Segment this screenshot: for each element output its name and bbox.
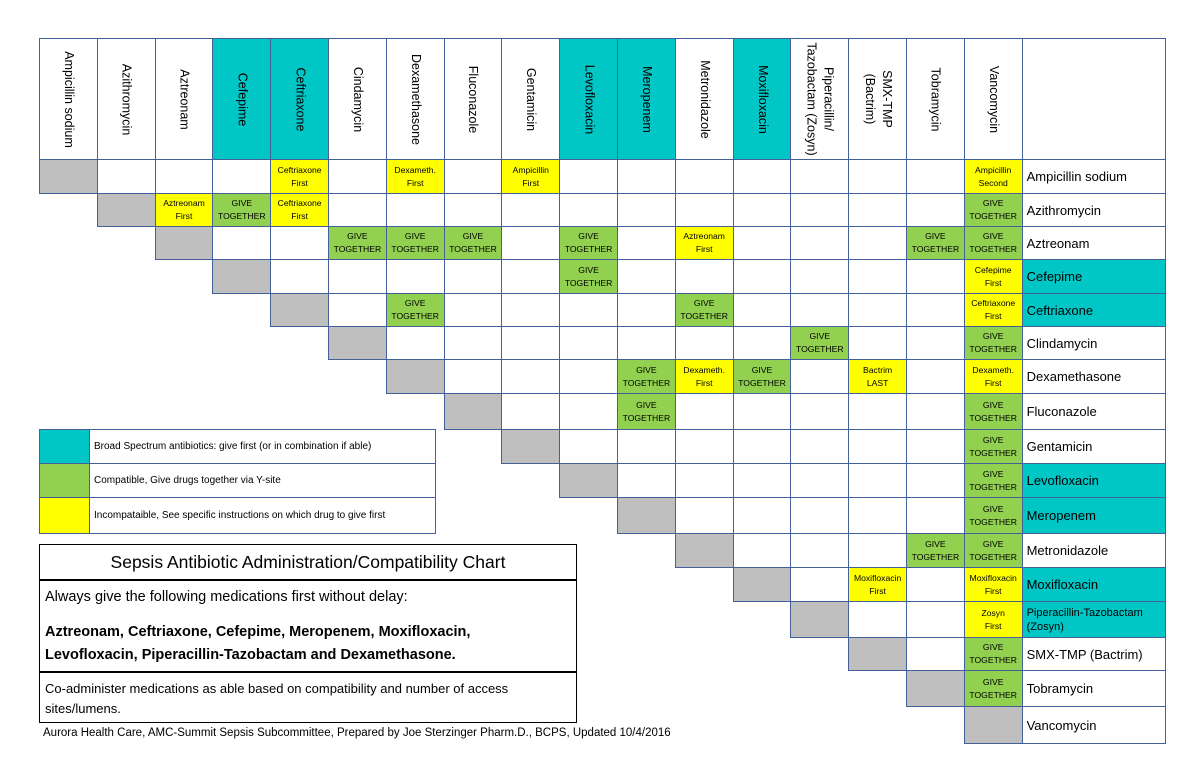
empty-cell bbox=[501, 326, 560, 360]
empty-cell bbox=[444, 159, 503, 194]
empty-cell bbox=[617, 463, 676, 498]
empty-cell bbox=[848, 533, 907, 568]
give-together-cell: GIVE TOGETHER bbox=[964, 637, 1023, 671]
empty-cell bbox=[906, 429, 965, 464]
empty-cell bbox=[328, 159, 387, 194]
column-header-label: Fluconazole bbox=[466, 65, 481, 133]
empty-cell bbox=[617, 259, 676, 294]
empty-cell bbox=[444, 259, 503, 294]
give-together-cell: GIVE TOGETHER bbox=[964, 533, 1023, 568]
give-together-cell: GIVE TOGETHER bbox=[964, 463, 1023, 498]
give-together-cell: GIVE TOGETHER bbox=[617, 359, 676, 394]
empty-cell bbox=[790, 463, 849, 498]
row-header-gentamicin: Gentamicin bbox=[1022, 429, 1166, 464]
legend-text-green: Compatible, Give drugs together via Y-site bbox=[89, 463, 436, 498]
row-header-meropenem: Meropenem bbox=[1022, 497, 1166, 534]
column-header-vancomycin bbox=[964, 38, 1023, 160]
empty-cell bbox=[617, 193, 676, 227]
diagonal-cell bbox=[559, 463, 618, 498]
empty-cell bbox=[675, 326, 734, 360]
empty-cell bbox=[790, 259, 849, 294]
column-header-label: Cefepime bbox=[235, 72, 250, 126]
empty-cell bbox=[386, 259, 445, 294]
empty-cell bbox=[559, 326, 618, 360]
empty-cell bbox=[733, 293, 792, 327]
row-header-ampicillin-sodium: Ampicillin sodium bbox=[1022, 159, 1166, 194]
empty-cell bbox=[733, 226, 792, 260]
row-header-fluconazole: Fluconazole bbox=[1022, 393, 1166, 430]
empty-cell bbox=[675, 497, 734, 534]
give-together-cell: GIVE TOGETHER bbox=[444, 226, 503, 260]
empty-cell bbox=[790, 226, 849, 260]
diagonal-cell bbox=[39, 159, 98, 194]
row-header-metronidazole: Metronidazole bbox=[1022, 533, 1166, 568]
empty-cell bbox=[559, 293, 618, 327]
give-together-cell: GIVE TOGETHER bbox=[964, 429, 1023, 464]
empty-cell bbox=[733, 393, 792, 430]
empty-cell bbox=[270, 226, 329, 260]
empty-cell bbox=[675, 393, 734, 430]
diagonal-cell bbox=[97, 193, 156, 227]
coadminister-text: Co-administer medications as able based on compatibility and number of access sites/lumens. bbox=[45, 681, 509, 716]
diagonal-cell bbox=[790, 601, 849, 638]
empty-cell bbox=[675, 429, 734, 464]
give-together-cell: GIVE TOGETHER bbox=[386, 293, 445, 327]
empty-cell bbox=[848, 497, 907, 534]
column-header-label: Cindamycin bbox=[350, 66, 365, 132]
legend-text-yellow: Incompataible, See specific instructions on which drug to give first bbox=[89, 497, 436, 534]
empty-cell bbox=[617, 159, 676, 194]
give-first-cell: Ampicillin First bbox=[501, 159, 560, 194]
row-header-dexamethasone: Dexamethasone bbox=[1022, 359, 1166, 394]
empty-cell bbox=[906, 463, 965, 498]
give-together-cell: GIVE TOGETHER bbox=[559, 259, 618, 294]
empty-cell bbox=[733, 259, 792, 294]
column-header-smx-tmp-bactrim bbox=[848, 38, 907, 160]
first-medications-list: Aztreonam, Ceftriaxone, Cefepime, Meropenem, Moxifloxacin, Levofloxacin, Piperacillin-Tazobactam and Dexamethasone. bbox=[45, 624, 471, 663]
column-header-label: SMX-TMP (Bactrim) bbox=[862, 70, 894, 128]
give-together-cell: GIVE TOGETHER bbox=[964, 393, 1023, 430]
row-header-smx-tmp-bactrim: SMX-TMP (Bactrim) bbox=[1022, 637, 1166, 671]
empty-cell bbox=[848, 259, 907, 294]
empty-cell bbox=[617, 326, 676, 360]
row-header-ceftriaxone: Ceftriaxone bbox=[1022, 293, 1166, 327]
empty-cell bbox=[733, 497, 792, 534]
column-header-cindamycin bbox=[328, 38, 387, 160]
empty-cell bbox=[906, 637, 965, 671]
column-header-cefepime bbox=[212, 38, 271, 160]
give-together-cell: GIVE TOGETHER bbox=[964, 670, 1023, 707]
give-first-cell: Ampicillin Second bbox=[964, 159, 1023, 194]
empty-cell bbox=[906, 393, 965, 430]
empty-cell bbox=[328, 259, 387, 294]
row-header-azithromycin: Azithromycin bbox=[1022, 193, 1166, 227]
diagonal-cell bbox=[386, 359, 445, 394]
empty-cell bbox=[790, 429, 849, 464]
empty-cell bbox=[97, 159, 156, 194]
column-header-label: Tobramycin bbox=[928, 67, 943, 131]
empty-cell bbox=[617, 429, 676, 464]
empty-cell bbox=[906, 601, 965, 638]
empty-cell bbox=[848, 393, 907, 430]
empty-cell bbox=[733, 326, 792, 360]
give-first-cell: Dexameth. First bbox=[386, 159, 445, 194]
empty-cell bbox=[790, 393, 849, 430]
empty-cell bbox=[270, 259, 329, 294]
chart-title: Sepsis Antibiotic Administration/Compatibility Chart bbox=[39, 544, 577, 580]
empty-cell bbox=[790, 293, 849, 327]
empty-cell bbox=[848, 601, 907, 638]
diagonal-cell bbox=[501, 429, 560, 464]
column-header-label: Piperacillin/ Tazobactam (Zosyn) bbox=[804, 42, 836, 156]
legend-swatch-yellow bbox=[39, 497, 90, 534]
divider bbox=[40, 671, 576, 673]
empty-cell bbox=[675, 463, 734, 498]
row-header-clindamycin: Clindamycin bbox=[1022, 326, 1166, 360]
give-together-cell: GIVE TOGETHER bbox=[964, 193, 1023, 227]
empty-cell bbox=[559, 429, 618, 464]
row-header-aztreonam: Aztreonam bbox=[1022, 226, 1166, 260]
empty-cell bbox=[906, 359, 965, 394]
empty-cell bbox=[386, 326, 445, 360]
empty-cell bbox=[617, 293, 676, 327]
column-header-ceftriaxone bbox=[270, 38, 329, 160]
diagonal-cell bbox=[212, 259, 271, 294]
give-first-cell: Ceftriaxone First bbox=[964, 293, 1023, 327]
empty-cell bbox=[790, 159, 849, 194]
empty-cell bbox=[906, 326, 965, 360]
empty-cell bbox=[617, 226, 676, 260]
empty-cell bbox=[848, 226, 907, 260]
empty-cell bbox=[675, 193, 734, 227]
give-together-cell: GIVE TOGETHER bbox=[906, 226, 965, 260]
row-header-tobramycin: Tobramycin bbox=[1022, 670, 1166, 707]
empty-cell bbox=[501, 226, 560, 260]
empty-cell bbox=[733, 193, 792, 227]
give-together-cell: GIVE TOGETHER bbox=[964, 226, 1023, 260]
column-header-label: Azithromycin bbox=[119, 63, 134, 135]
empty-cell bbox=[848, 463, 907, 498]
give-together-cell: GIVE TOGETHER bbox=[964, 497, 1023, 534]
diagonal-cell bbox=[964, 706, 1023, 744]
empty-cell bbox=[212, 159, 271, 194]
empty-cell bbox=[906, 193, 965, 227]
empty-cell bbox=[733, 159, 792, 194]
column-header-moxifloxacin bbox=[733, 38, 792, 160]
empty-cell bbox=[559, 159, 618, 194]
row-header-cefepime: Cefepime bbox=[1022, 259, 1166, 294]
column-header-azithromycin bbox=[97, 38, 156, 160]
diagonal-cell bbox=[848, 637, 907, 671]
empty-cell bbox=[444, 326, 503, 360]
empty-cell bbox=[444, 359, 503, 394]
column-header-label: Metronidazole bbox=[697, 59, 712, 139]
legend-swatch-teal bbox=[39, 429, 90, 464]
give-first-cell: Cefepime First bbox=[964, 259, 1023, 294]
column-header-aztreonam bbox=[155, 38, 214, 160]
empty-cell bbox=[444, 293, 503, 327]
diagonal-cell bbox=[906, 670, 965, 707]
give-together-cell: GIVE TOGETHER bbox=[386, 226, 445, 260]
empty-cell bbox=[790, 533, 849, 568]
column-header-label: Aztreonam bbox=[177, 68, 192, 130]
give-first-cell: Dexameth. First bbox=[964, 359, 1023, 394]
empty-cell bbox=[501, 359, 560, 394]
empty-cell bbox=[733, 463, 792, 498]
empty-cell bbox=[848, 326, 907, 360]
empty-cell bbox=[906, 497, 965, 534]
empty-cell bbox=[906, 259, 965, 294]
column-header-label: Vancomycin bbox=[986, 65, 1001, 133]
column-header-label: Moxifloxacin bbox=[755, 64, 770, 134]
empty-cell bbox=[790, 193, 849, 227]
column-header-levofloxacin bbox=[559, 38, 618, 160]
empty-cell bbox=[848, 293, 907, 327]
empty-cell bbox=[790, 497, 849, 534]
give-first-cell: Zosyn First bbox=[964, 601, 1023, 638]
column-header-label: Ceftriaxone bbox=[293, 67, 308, 131]
empty-cell bbox=[848, 159, 907, 194]
empty-cell bbox=[444, 193, 503, 227]
give-first-cell: Aztreonam First bbox=[155, 193, 214, 227]
give-together-cell: GIVE TOGETHER bbox=[328, 226, 387, 260]
row-header-moxifloxacin: Moxifloxacin bbox=[1022, 567, 1166, 602]
instructions-box bbox=[39, 580, 577, 723]
give-first-cell: Dexameth. First bbox=[675, 359, 734, 394]
empty-cell bbox=[733, 533, 792, 568]
empty-cell bbox=[155, 159, 214, 194]
give-first-cell: Moxifloxacin First bbox=[848, 567, 907, 602]
diagonal-cell bbox=[444, 393, 503, 430]
legend-swatch-green bbox=[39, 463, 90, 498]
give-first-cell: Ceftriaxone First bbox=[270, 193, 329, 227]
column-header-label: Gentamicin bbox=[524, 67, 539, 131]
empty-cell bbox=[675, 159, 734, 194]
empty-cell bbox=[501, 259, 560, 294]
column-header-label: Dexamethasone bbox=[408, 53, 423, 145]
column-header-piperacillin-tazobactam-zosyn bbox=[790, 38, 849, 160]
diagonal-cell bbox=[155, 226, 214, 260]
column-header-fluconazole bbox=[444, 38, 503, 160]
row-header-vancomycin: Vancomycin bbox=[1022, 706, 1166, 744]
column-header-meropenem bbox=[617, 38, 676, 160]
give-first-cell: Bactrim LAST bbox=[848, 359, 907, 394]
empty-cell bbox=[328, 193, 387, 227]
empty-cell bbox=[559, 193, 618, 227]
give-together-cell: GIVE TOGETHER bbox=[964, 326, 1023, 360]
give-together-cell: GIVE TOGETHER bbox=[617, 393, 676, 430]
give-first-cell: Ceftriaxone First bbox=[270, 159, 329, 194]
diagonal-cell bbox=[328, 326, 387, 360]
row-header-levofloxacin: Levofloxacin bbox=[1022, 463, 1166, 498]
empty-cell bbox=[675, 259, 734, 294]
column-header-gentamicin bbox=[501, 38, 560, 160]
always-give-first-text: Always give the following medications first without delay: bbox=[45, 589, 408, 605]
give-together-cell: GIVE TOGETHER bbox=[212, 193, 271, 227]
column-header-metronidazole bbox=[675, 38, 734, 160]
empty-cell bbox=[212, 226, 271, 260]
empty-cell bbox=[328, 293, 387, 327]
give-first-cell: Moxifloxacin First bbox=[964, 567, 1023, 602]
give-together-cell: GIVE TOGETHER bbox=[559, 226, 618, 260]
legend-text-teal: Broad Spectrum antibiotics: give first (or in combination if able) bbox=[89, 429, 436, 464]
empty-cell bbox=[790, 567, 849, 602]
empty-cell bbox=[906, 293, 965, 327]
give-together-cell: GIVE TOGETHER bbox=[675, 293, 734, 327]
diagonal-cell bbox=[270, 293, 329, 327]
empty-cell bbox=[733, 429, 792, 464]
header-corner bbox=[1022, 38, 1166, 160]
column-header-label: Levofloxacin bbox=[582, 64, 597, 134]
empty-cell bbox=[559, 359, 618, 394]
diagonal-cell bbox=[675, 533, 734, 568]
empty-cell bbox=[559, 393, 618, 430]
empty-cell bbox=[848, 429, 907, 464]
column-header-dexamethasone bbox=[386, 38, 445, 160]
empty-cell bbox=[501, 293, 560, 327]
column-header-ampicillin-sodium bbox=[39, 38, 98, 160]
give-together-cell: GIVE TOGETHER bbox=[790, 326, 849, 360]
column-header-label: Meropenem bbox=[639, 65, 654, 133]
give-together-cell: GIVE TOGETHER bbox=[733, 359, 792, 394]
empty-cell bbox=[790, 359, 849, 394]
empty-cell bbox=[501, 193, 560, 227]
column-header-tobramycin bbox=[906, 38, 965, 160]
diagonal-cell bbox=[733, 567, 792, 602]
give-first-cell: Aztreonam First bbox=[675, 226, 734, 260]
empty-cell bbox=[386, 193, 445, 227]
footer-credit: Aurora Health Care, AMC-Summit Sepsis Subcommittee, Prepared by Joe Sterzinger Pharm.D., BCPS, Updated 10/4/2016 bbox=[43, 727, 671, 739]
empty-cell bbox=[906, 567, 965, 602]
empty-cell bbox=[848, 193, 907, 227]
row-header-piperacillin-tazobactam-zosyn: Piperacillin-Tazobactam (Zosyn) bbox=[1022, 601, 1166, 638]
empty-cell bbox=[501, 393, 560, 430]
give-together-cell: GIVE TOGETHER bbox=[906, 533, 965, 568]
diagonal-cell bbox=[617, 497, 676, 534]
empty-cell bbox=[906, 159, 965, 194]
column-header-label: Ampicillin sodium bbox=[61, 50, 76, 148]
